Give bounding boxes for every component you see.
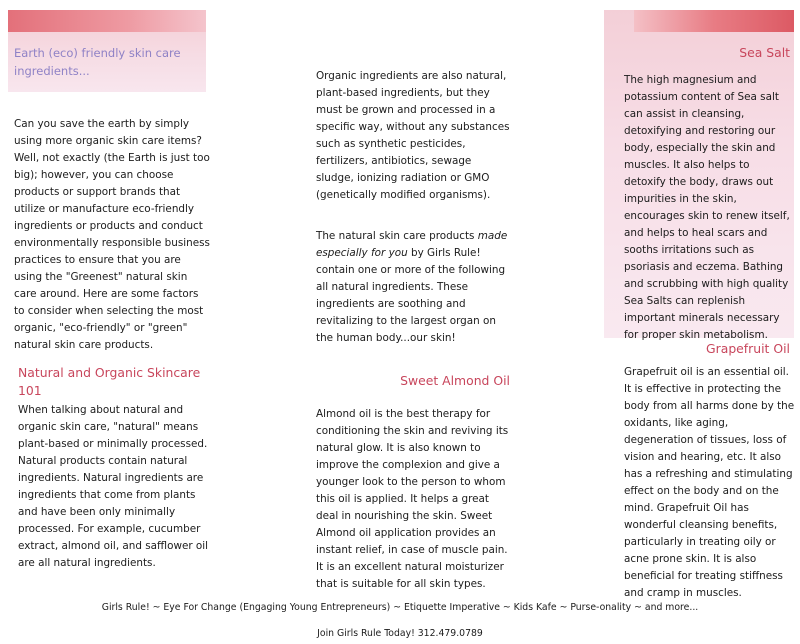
grapefruit-oil-heading: Grapefruit Oil <box>706 341 790 356</box>
products-paragraph <box>316 228 510 347</box>
seasalt-accent-bar <box>634 10 794 32</box>
organic-paragraph: Organic ingredients are also natural, plant-based ingredients, but they must be grown and processed in a specific way, without any substances such as synthetic pesticides, fertilizers, antibiotics, sewage sludge, ionizing radiation or GMO (genetically modified organisms). <box>316 70 510 201</box>
almond-oil-paragraph: Almond oil is the best therapy for conditioning the skin and reviving its natural glow. It is also known to improve the complexion and give a younger look to the person to whom this oil is applied. It helps a great deal in nourishing the skin. Sweet Almond oil application provides an instant relief, in case of muscle pain. It is an excellent natural moisturizer that is suitable for all skin types. <box>316 408 509 590</box>
eco-heading-accent-bar <box>8 10 206 32</box>
eco-paragraph: Can you save the earth by simply using more organic skin care items? Well, not exactly (the Earth is just too big); however, you can choose products or support brands that utilize or manufacture eco-friendly ingredients or products and conduct environmentally responsible business practices to ensure that you are using the "Greenest" natural skin care around. Here are some factors to consider when selecting the most organic, "eco-friendly" or "green" natural skin care products. <box>14 118 210 351</box>
natural-organic-paragraph: When talking about natural and organic skin care, "natural" means plant-based or minimally processed. Natural products contain natural ingredients. Natural ingredients are ingredients that come from plants and have been only minimally processed. For example, cucumber extract, almond oil, and safflower oil are all natural ingredients. <box>18 404 209 569</box>
natural-organic-heading: Natural and Organic Skincare 101 <box>18 365 201 398</box>
products-text-start: The natural skin care products <box>316 230 478 242</box>
footer-join-line: Join Girls Rule Today! 312.479.0789 <box>317 628 483 639</box>
almond-oil-heading: Sweet Almond Oil <box>400 373 510 388</box>
footer-programs: Girls Rule! ~ Eye For Change (Engaging Young Entrepreneurs) ~ Etiquette Imperative ~ Kids Kafe ~ Purse-onality ~ and more... <box>101 602 699 613</box>
grapefruit-oil-paragraph: Grapefruit oil is an essential oil. It is effective in protecting the body from all harms done by the oxidants, like aging, degeneration of tissues, loss of vision and hearing, etc. It also has a refreshing and stimulating effect on the body and on the mind. Grapefruit Oil has wonderful cleansing benefits, particularly in treating oily or acne prone skin. It is also beneficial for treating stiffness and cramp in muscles. <box>624 366 795 599</box>
products-text-emphasis: made especially for you <box>316 230 508 259</box>
products-text-end: by Girls Rule! contain one or more of the following all natural ingredients. These ingredients are soothing and revitalizing to the largest organ on the human body...our skin! <box>316 247 506 344</box>
sea-salt-heading: Sea Salt <box>739 45 790 60</box>
eco-heading: Earth (eco) friendly skin care ingredients... <box>14 46 181 78</box>
sea-salt-paragraph: The high magnesium and potassium content of Sea salt can assist in cleansing, detoxifying and restoring our body, especially the skin and muscles. It also helps to detoxify the body, draws out impurities in the skin, encourages skin to renew itself, and helps to heal scars and sooths irritations such as psoriasis and eczema. Bathing and scrubbing with high quality Sea Salts can replenish important minerals necessary for proper skin metabolism. <box>624 74 790 341</box>
